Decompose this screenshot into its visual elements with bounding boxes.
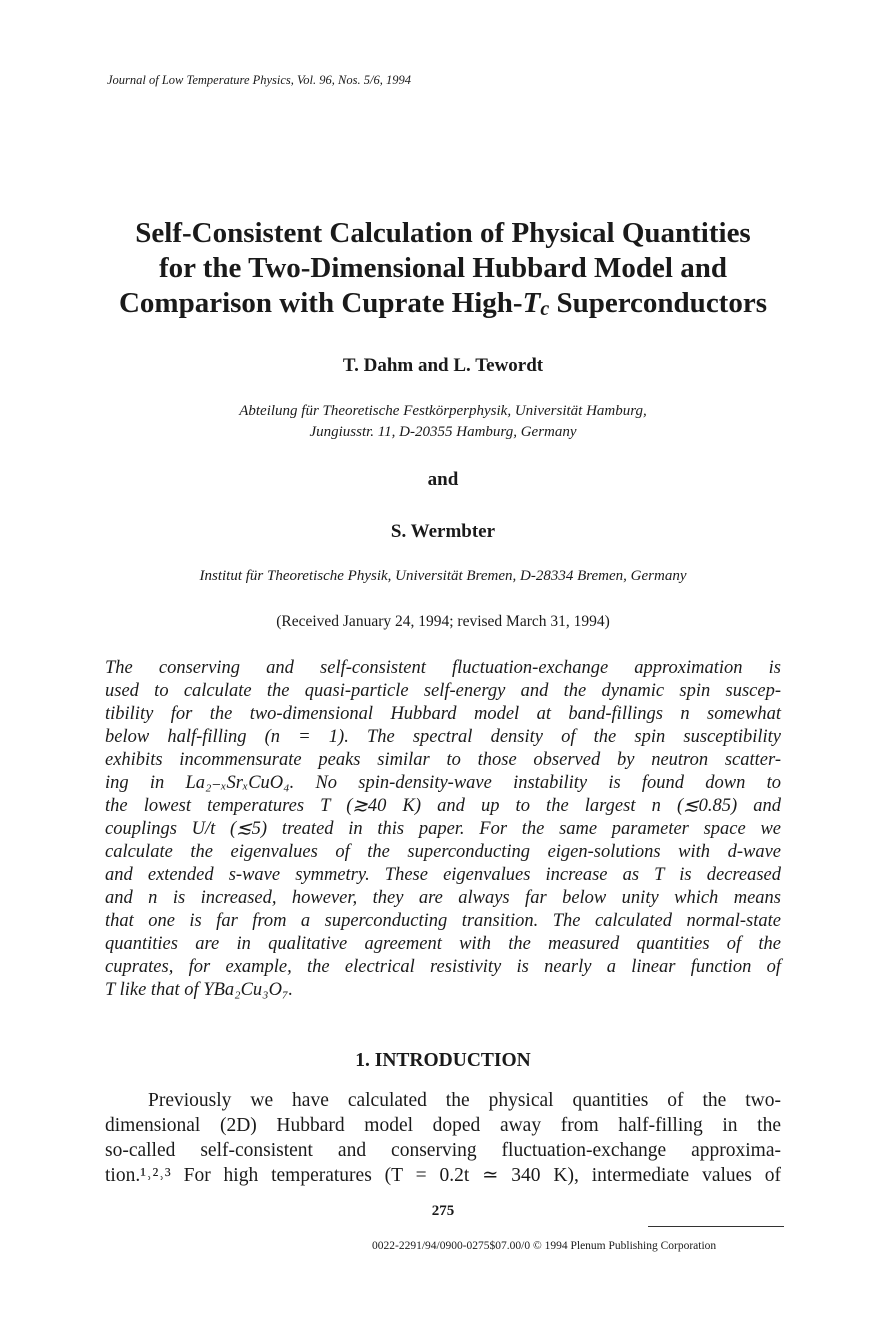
title-line-1: Self-Consistent Calculation of Physical Quantities bbox=[135, 217, 751, 249]
copyright-footer: 0022-2291/94/0900-0275$07.00/0 © 1994 Plenum Publishing Corporation bbox=[372, 1240, 717, 1252]
abstract bbox=[105, 657, 781, 1002]
title-line-2: for the Two-Dimensional Hubbard Model and bbox=[159, 252, 727, 284]
page-number: 275 bbox=[431, 1203, 455, 1219]
abstract-line: tibility for the two-dimensional Hubbard model at band-fillings n somewhat bbox=[105, 704, 781, 724]
title-tc-symbol: T bbox=[522, 287, 541, 319]
abstract-line: quantities are in qualitative agreement with the measured quantities of the bbox=[105, 934, 781, 954]
affiliation-bremen: Institut für Theoretische Physik, Universität Bremen, D-28334 Bremen, Germany bbox=[199, 568, 687, 584]
journal-citation: Journal of Low Temperature Physics, Vol. 96, Nos. 5/6, 1994 bbox=[107, 73, 411, 87]
author-conjunction: and bbox=[427, 469, 459, 490]
abstract-line: cuprates, for example, the electrical resistivity is nearly a linear function of bbox=[105, 957, 781, 977]
paper-title bbox=[80, 216, 806, 327]
title-line-3-pre: Comparison with Cuprate High- bbox=[118, 287, 523, 319]
intro-paragraph bbox=[105, 1088, 781, 1188]
title-tc-subscript: c bbox=[540, 298, 550, 320]
abstract-line: T like that of YBa₂Cu₃O₇. bbox=[105, 980, 294, 1000]
affiliation-hamburg-line-2: Jungiusstr. 11, D-20355 Hamburg, Germany bbox=[309, 424, 577, 440]
intro-line: tion.¹˒²˒³ For high temperatures (T = 0.2t ≃ 340 K), intermediate values of bbox=[105, 1165, 781, 1186]
abstract-line: calculate the eigenvalues of the superconducting eigen-solutions with d-wave bbox=[105, 842, 781, 862]
affiliation-hamburg-line-1: Abteilung für Theoretische Festkörperphysik, Universität Hamburg, bbox=[239, 403, 647, 419]
intro-line: Previously we have calculated the physical quantities of the two- bbox=[148, 1090, 781, 1111]
footer-rule bbox=[648, 1226, 784, 1227]
intro-line: so-called self-consistent and conserving fluctuation-exchange approxima- bbox=[105, 1140, 781, 1161]
abstract-line: exhibits incommensurate peaks similar to those observed by neutron scatter- bbox=[105, 750, 781, 770]
abstract-line: and extended s-wave symmetry. These eigenvalues increase as T is decreased bbox=[105, 865, 781, 885]
abstract-line: and n is increased, however, they are always far below unity which means bbox=[105, 888, 781, 908]
received-dates: (Received January 24, 1994; revised March 31, 1994) bbox=[276, 613, 610, 630]
abstract-line: below half-filling (n = 1). The spectral density of the spin susceptibility bbox=[105, 727, 781, 747]
abstract-line: ing in La₂₋ₓSrₓCuO₄. No spin-density-wave instability is found down to bbox=[105, 773, 781, 793]
affiliation-hamburg bbox=[120, 401, 766, 443]
author-list-primary: T. Dahm and L. Tewordt bbox=[342, 355, 544, 376]
abstract-line: used to calculate the quasi-particle self-energy and the dynamic spin suscep- bbox=[105, 681, 781, 701]
title-line-3 bbox=[80, 286, 806, 327]
intro-line: dimensional (2D) Hubbard model doped away from half-filling in the bbox=[105, 1115, 781, 1136]
abstract-line: The conserving and self-consistent fluctuation-exchange approximation is bbox=[105, 658, 781, 678]
abstract-line: couplings U/t (≲5) treated in this paper. For the same parameter space we bbox=[105, 819, 781, 839]
title-line-3-post: Superconductors bbox=[549, 287, 768, 319]
section-heading: 1. INTRODUCTION bbox=[355, 1050, 531, 1071]
abstract-line: the lowest temperatures T (≳40 K) and up to the largest n (≲0.85) and bbox=[105, 796, 781, 816]
author-secondary: S. Wermbter bbox=[390, 521, 496, 542]
abstract-line: that one is far from a superconducting transition. The calculated normal-state bbox=[105, 911, 781, 931]
